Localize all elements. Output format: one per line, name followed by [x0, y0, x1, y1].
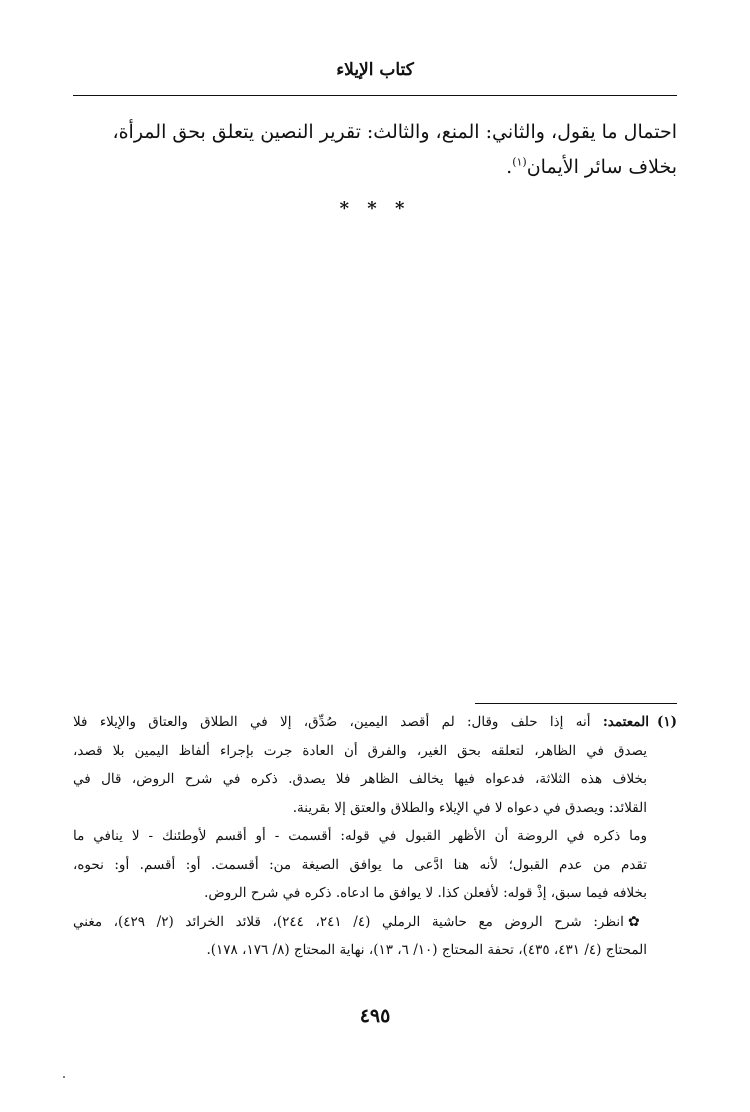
footnotes: [73, 708, 677, 965]
footnote-line: وما ذكره في الروضة أن الأظهر القبول في قوله: أقسمت - أو أقسم لأوطئنك - لا ينافي ما: [73, 828, 647, 844]
running-header: كتاب الإيلاء: [336, 60, 414, 80]
page-number: ٤٩٥: [359, 1005, 391, 1027]
main-text-line-2-text: بخلاف سائر الأيمان: [526, 156, 677, 178]
main-text-line-1: [73, 115, 677, 150]
footnote-text: انظر: شرح الروض مع حاشية الرملي (٤/ ٢٤١، ٢٤٤)، قلائد الخرائد (٢/ ٤٢٩)، مغني: [73, 913, 624, 930]
footnote-line: [73, 708, 677, 737]
footnote-reference[interactable]: (١): [512, 155, 527, 169]
flower-icon: ✿: [627, 913, 647, 930]
footnote-term: المعتمد:: [602, 714, 649, 730]
header-divider: [73, 95, 677, 96]
footnote-line: المحتاج (٤/ ٤٣١، ٤٣٥)، تحفة المحتاج (١٠/ ٦، ١٣)، نهاية المحتاج (٨/ ١٧٦، ١٧٨).: [206, 942, 647, 958]
footnote-number: (١): [656, 714, 677, 730]
footnote-text: أنه إذا حلف وقال: لم أقصد اليمين، صُدِّق، إلا في الطلاق والعتاق والإيلاء فلا: [73, 714, 591, 730]
main-text: [73, 115, 677, 185]
footnote-line: يصدق في الظاهر، لتعلقه بحق الغير، والفرق أن العادة جرت بإجراء ألفاظ اليمين بلا قصد،: [73, 742, 647, 759]
footnote-divider: [475, 703, 677, 704]
scan-speck: [63, 1076, 65, 1078]
footnote-line: بخلافه فيما سبق، إذْ قوله: لأفعلن كذا. لا يوافق ما ادعاه. ذكره في شرح الروض.: [204, 885, 647, 901]
main-text-line-2-end: .: [506, 156, 513, 178]
section-separator: * * *: [339, 198, 411, 219]
main-text-line-2: [73, 150, 677, 185]
footnote-line: بخلاف هذه الثلاثة، فدعواه فيها يخالف الظاهر فلا يصدق. ذكره في شرح الروض، قال في: [73, 771, 647, 787]
footnote-line: تقدم من عدم القبول؛ لأنه هنا ادَّعى ما يوافق الصيغة من: أقسمت. أو: أقسم. أو: نحوه،: [73, 856, 647, 873]
footnote-line: [73, 908, 677, 937]
main-text-line-1-text: احتمال ما يقول، والثاني: المنع، والثالث: تقرير النصين يتعلق بحق المرأة،: [112, 121, 677, 143]
footnote-line: القلائد: ويصدق في دعواه لا في الإيلاء والطلاق والعتق إلا بقرينة.: [292, 799, 647, 816]
